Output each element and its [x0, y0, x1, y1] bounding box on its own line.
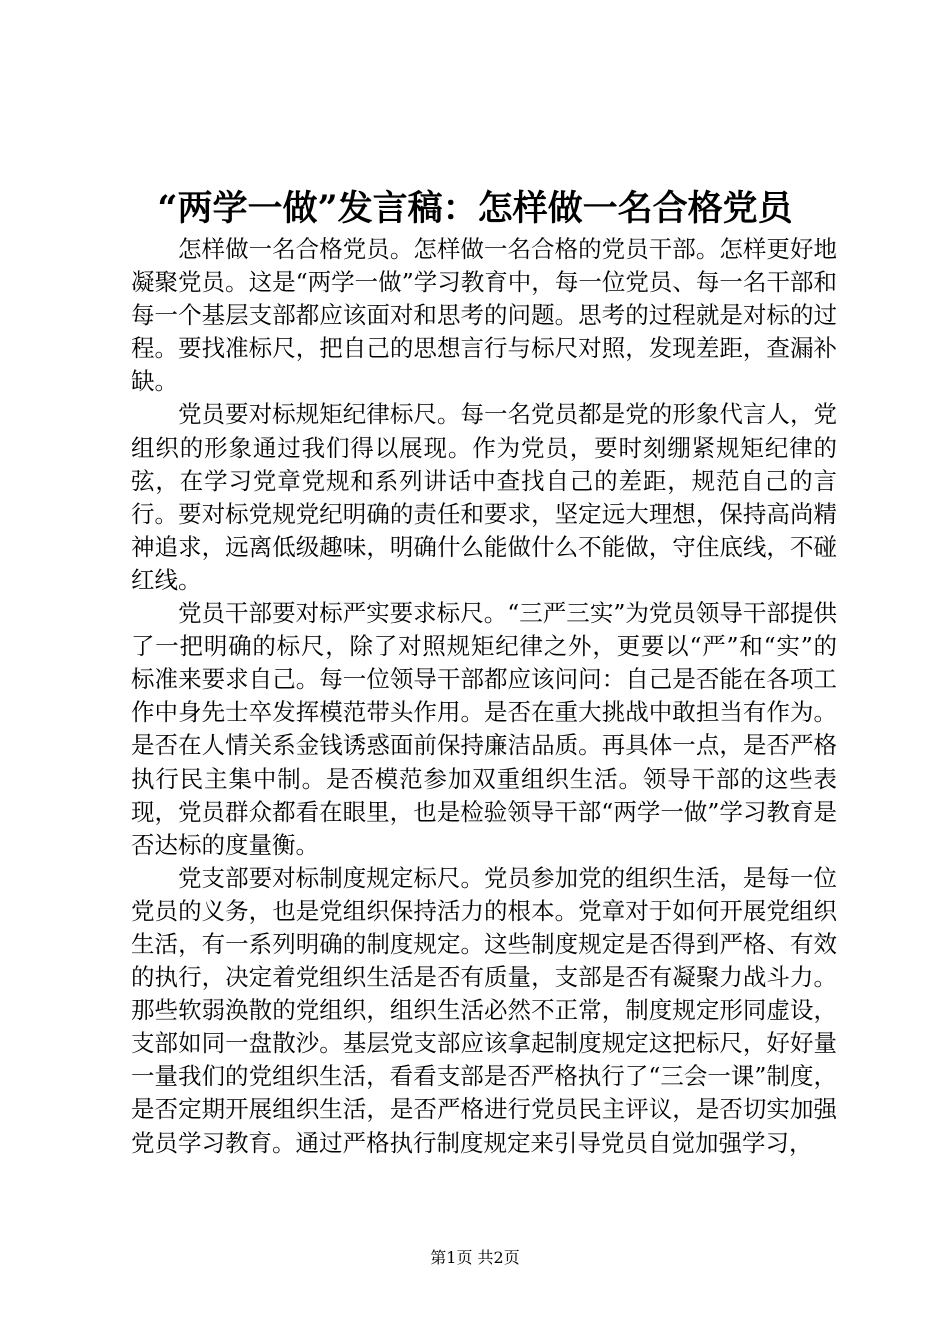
document-body — [131, 233, 837, 1160]
page-number-footer: 第1页 共2页 — [430, 1248, 520, 1267]
paragraph-3: 党员干部要对标严实要求标尺。“三严三实”为党员领导干部提供了一把明确的标尺，除了对照规矩纪律之外，更要以“严”和“实”的标准来要求自己。每一位领导干部都应该问问：自己是否能在各项工作中身先士卒发挥模范带头作用。是否在重大挑战中敢担当有作为。是否在人情关系金钱诱惑面前保持廉洁品质。再具体一点，是否严格执行民主集中制。是否模范参加双重组织生活。领导干部的这些表现，党员群众都看在眼里，也是检验领导干部“两学一做”学习教育是否达标的度量衡。 — [131, 599, 837, 859]
paragraph-4: 党支部要对标制度规定标尺。党员参加党的组织生活，是每一位党员的义务，也是党组织保持活力的根本。党章对于如何开展党组织生活，有一系列明确的制度规定。这些制度规定是否得到严格、有效的执行，决定着党组织生活是否有质量，支部是否有凝聚力战斗力。那些软弱涣散的党组织，组织生活必然不正常，制度规定形同虚设，支部如同一盘散沙。基层党支部应该拿起制度规定这把标尺，好好量一量我们的党组织生活，看看支部是否严格执行了“三会一课”制度，是否定期开展组织生活，是否严格进行党员民主评议，是否切实加强党员学习教育。通过严格执行制度规定来引导党员自觉加强学习， — [131, 863, 837, 1157]
paragraph-1: 怎样做一名合格党员。怎样做一名合格的党员干部。怎样更好地凝聚党员。这是“两学一做”学习教育中，每一位党员、每一名干部和每一个基层支部都应该面对和思考的问题。思考的过程就是对标的过程。要找准标尺，把自己的思想言行与标尺对照，发现差距，查漏补缺。 — [131, 235, 837, 396]
document-title: “两学一做”发言稿：怎样做一名合格党员 — [157, 188, 793, 229]
paragraph-2: 党员要对标规矩纪律标尺。每一名党员都是党的形象代言人，党组织的形象通过我们得以展现。作为党员，要时刻绷紧规矩纪律的弦，在学习党章党规和系列讲话中查找自己的差距，规范自己的言行。要对标党规党纪明确的责任和要求，坚定远大理想，保持高尚精神追求，远离低级趣味，明确什么能做什么不能做，守住底线，不碰红线。 — [131, 400, 837, 594]
